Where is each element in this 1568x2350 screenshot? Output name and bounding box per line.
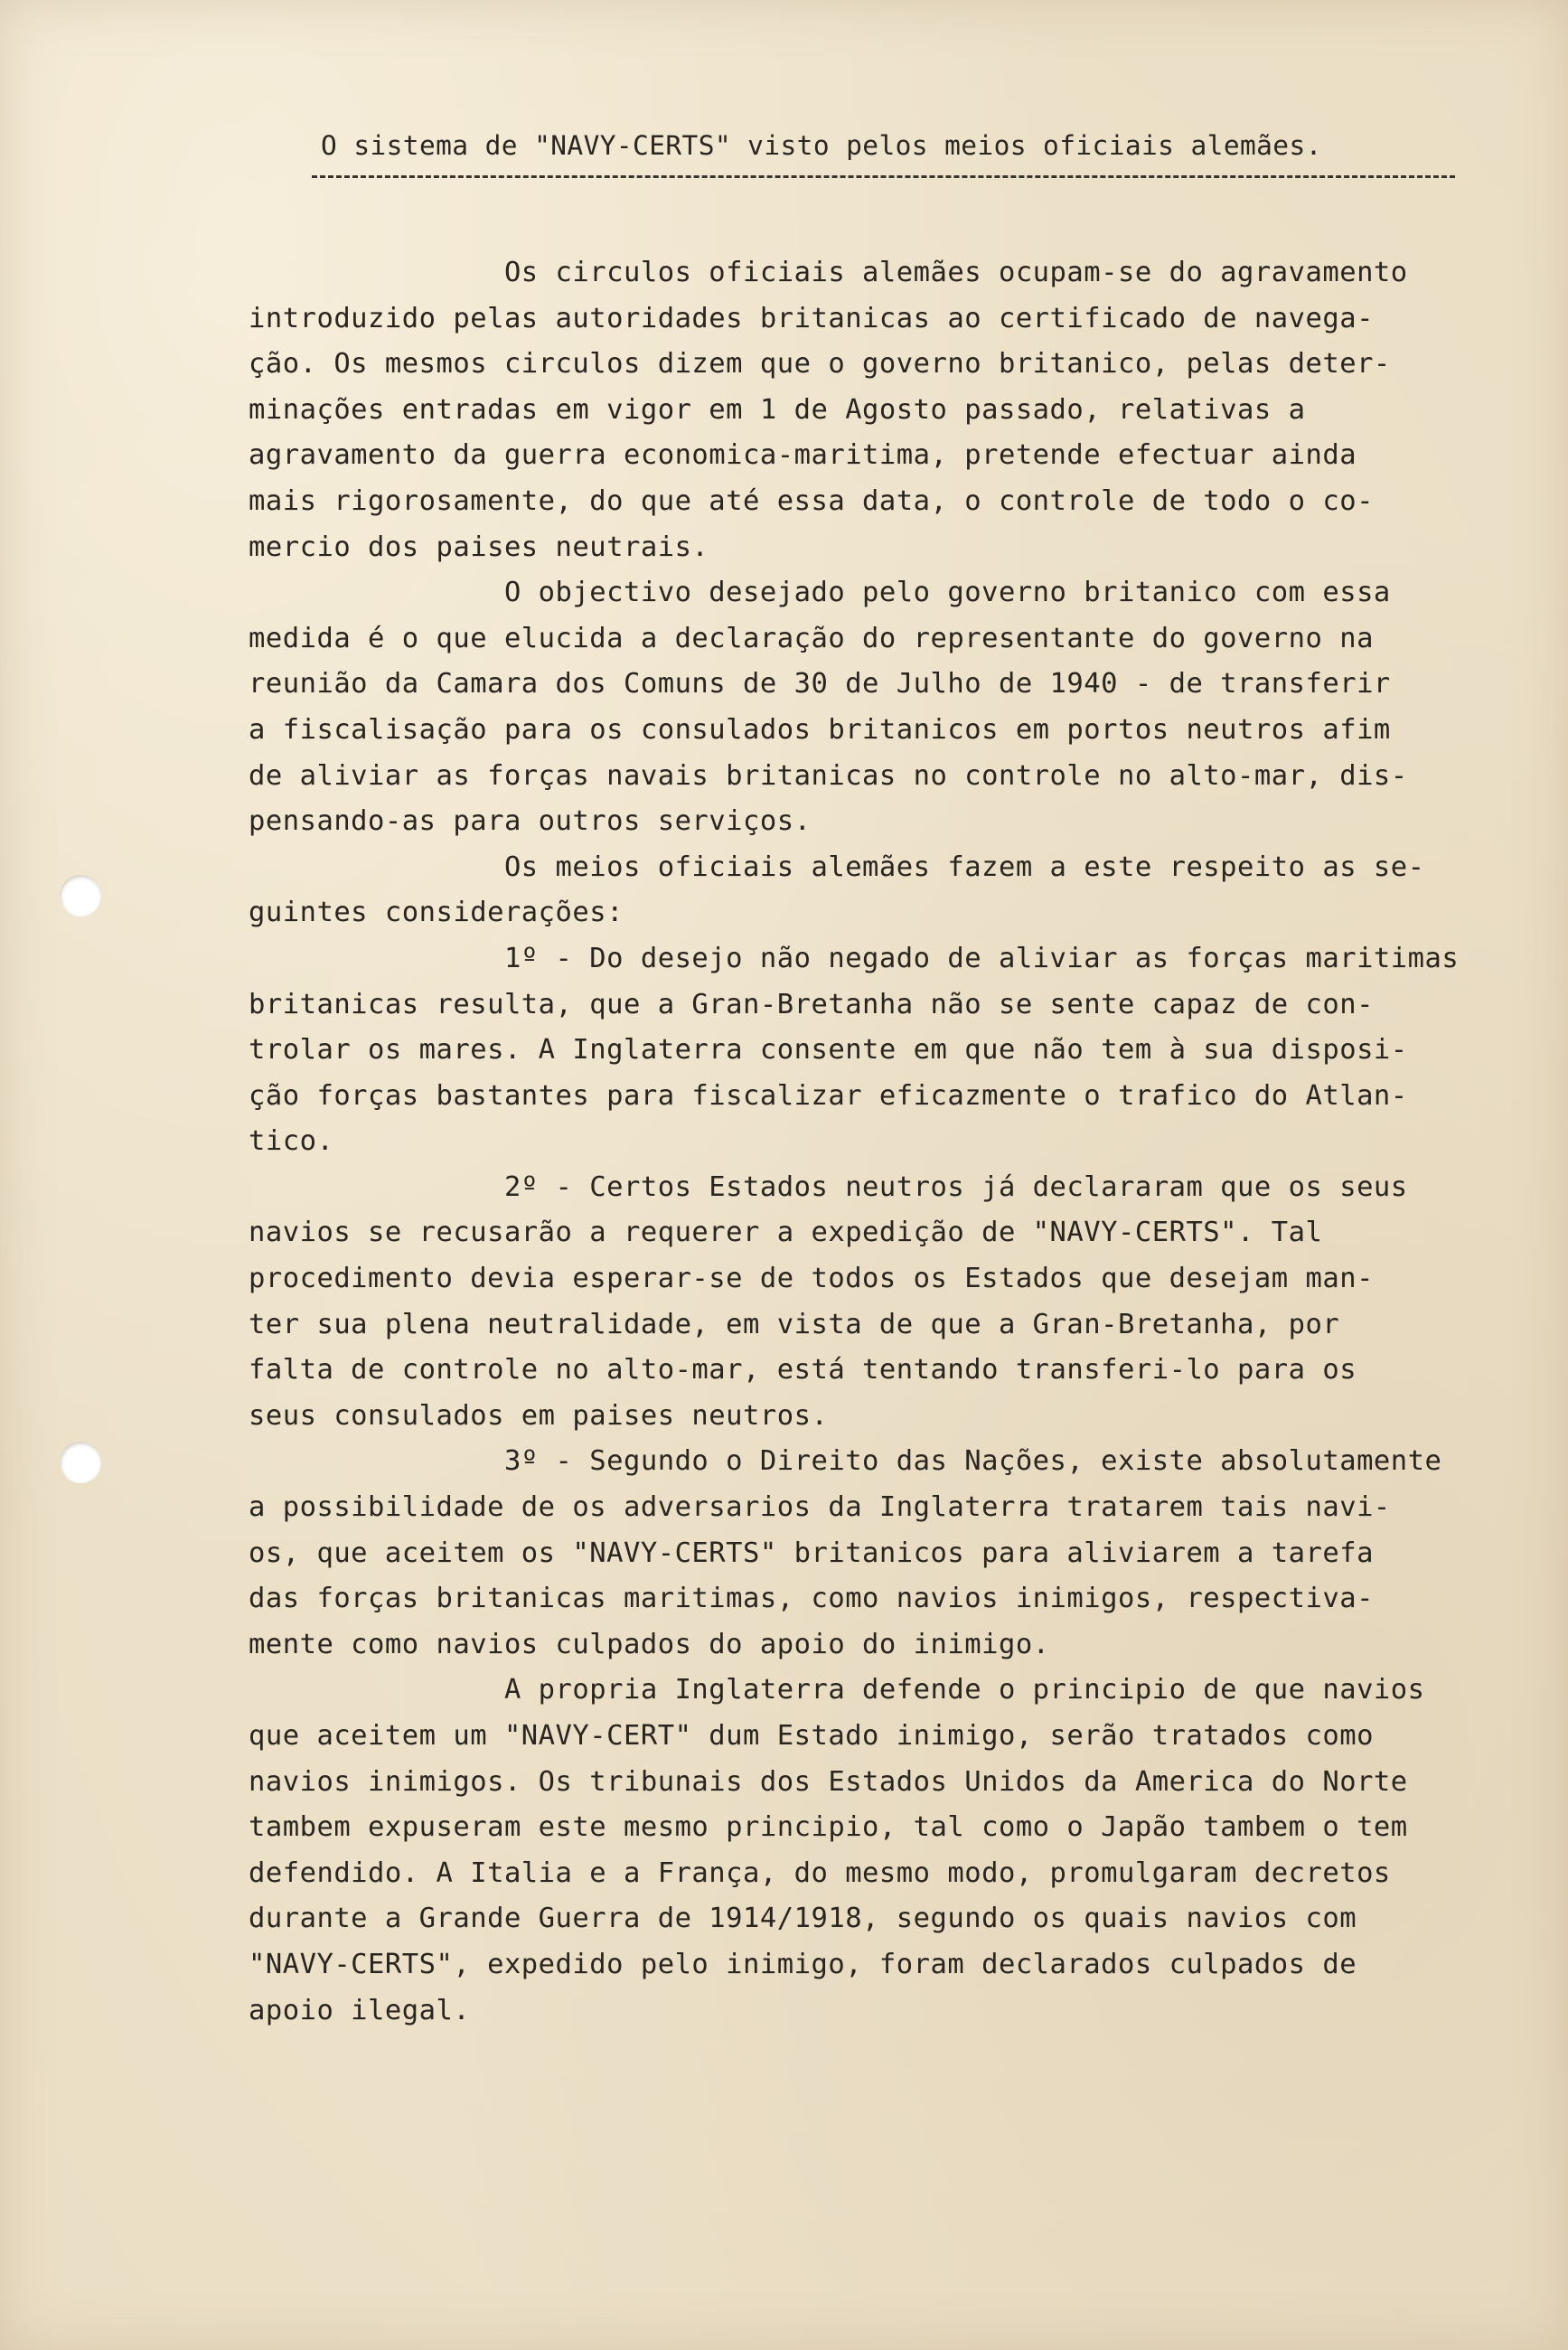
text-line: os, que aceitem os "NAVY-CERTS" britanicos para aliviarem a tarefa: [249, 1537, 1374, 1569]
text-line: O objectivo desejado pelo governo britanico com essa: [249, 577, 1391, 609]
title-underline: [312, 175, 1455, 178]
text-line: "NAVY-CERTS", expedido pelo inimigo, foram declarados culpados de: [249, 1948, 1357, 1980]
text-line: ção. Os mesmos circulos dizem que o governo britanico, pelas deter-: [249, 348, 1391, 381]
text-line: navios se recusarão a requerer a expedição de "NAVY-CERTS". Tal: [249, 1217, 1323, 1249]
text-line: britanicas resulta, que a Gran-Bretanha não se sente capaz de con-: [249, 988, 1374, 1020]
text-line: durante a Grande Guerra de 1914/1918, segundo os quais navios com: [249, 1903, 1357, 1935]
text-line: 1º - Do desejo não negado de aliviar as forças maritimas: [249, 942, 1460, 974]
punch-hole: [60, 1442, 101, 1483]
text-line: mente como navios culpados do apoio do inimigo.: [249, 1628, 1050, 1660]
text-line: a possibilidade de os adversarios da Inglaterra tratarem tais navi-: [249, 1491, 1391, 1524]
text-line: ter sua plena neutralidade, em vista de que a Gran-Bretanha, por: [249, 1308, 1340, 1340]
text-line: mais rigorosamente, do que até essa data, o controle de todo o co-: [249, 484, 1374, 517]
text-line: das forças britanicas maritimas, como navios inimigos, respectiva-: [249, 1583, 1374, 1615]
text-line: procedimento devia esperar-se de todos os Estados que desejam man-: [249, 1263, 1374, 1295]
text-line: tico.: [249, 1125, 334, 1158]
text-line: medida é o que elucida a declaração do representante do governo na: [249, 622, 1374, 654]
text-line: navios inimigos. Os tribunais dos Estados Unidos da America do Norte: [249, 1765, 1408, 1798]
text-line: Os meios oficiais alemães fazem a este respeito as se-: [249, 851, 1425, 883]
text-line: apoio ilegal.: [249, 1994, 471, 2026]
text-line: a fiscalisação para os consulados britanicos em portos neutros afim: [249, 713, 1391, 746]
text-line: ção forças bastantes para fiscalizar eficazmente o trafico do Atlan-: [249, 1079, 1408, 1112]
text-line: falta de controle no alto-mar, está tentando transferi-lo para os: [249, 1354, 1357, 1386]
text-line: seus consulados em paises neutros.: [249, 1399, 829, 1432]
punch-hole: [60, 875, 101, 916]
text-line: guintes considerações:: [249, 897, 624, 929]
text-line: defendido. A Italia e a França, do mesmo modo, promulgaram decretos: [249, 1856, 1391, 1889]
text-line: 2º - Certos Estados neutros já declararam que os seus: [249, 1170, 1408, 1203]
text-line: reunião da Camara dos Comuns de 30 de Julho de 1940 - de transferir: [249, 668, 1391, 700]
text-line: 3º - Segundo o Direito das Nações, existe absolutamente: [249, 1445, 1442, 1478]
text-line: pensando-as para outros serviços.: [249, 805, 812, 838]
text-line: tambem expuseram este mesmo principio, tal como o Japão tambem o tem: [249, 1811, 1408, 1844]
text-line: A propria Inglaterra defende o principio de que navios: [249, 1674, 1425, 1706]
text-line: mercio dos paises neutrais.: [249, 531, 709, 563]
text-line: que aceitem um "NAVY-CERT" dum Estado inimigo, serão tratados como: [249, 1720, 1374, 1752]
text-line: trolar os mares. A Inglaterra consente em que não tem à sua disposi-: [249, 1034, 1408, 1067]
text-line: Os circulos oficiais alemães ocupam-se do agravamento: [249, 257, 1408, 288]
text-line: agravamento da guerra economica-maritima, pretende efectuar ainda: [249, 439, 1357, 472]
document-body: [249, 250, 1514, 2034]
text-line: introduzido pelas autoridades britanicas ao certificado de navega-: [249, 302, 1374, 334]
text-line: de aliviar as forças navais britanicas no controle no alto-mar, dis-: [249, 759, 1408, 792]
text-line: minações entradas em vigor em 1 de Agosto passado, relativas a: [249, 393, 1306, 426]
document-title: O sistema de "NAVY-CERTS" visto pelos meios oficiais alemães.: [321, 130, 1322, 161]
